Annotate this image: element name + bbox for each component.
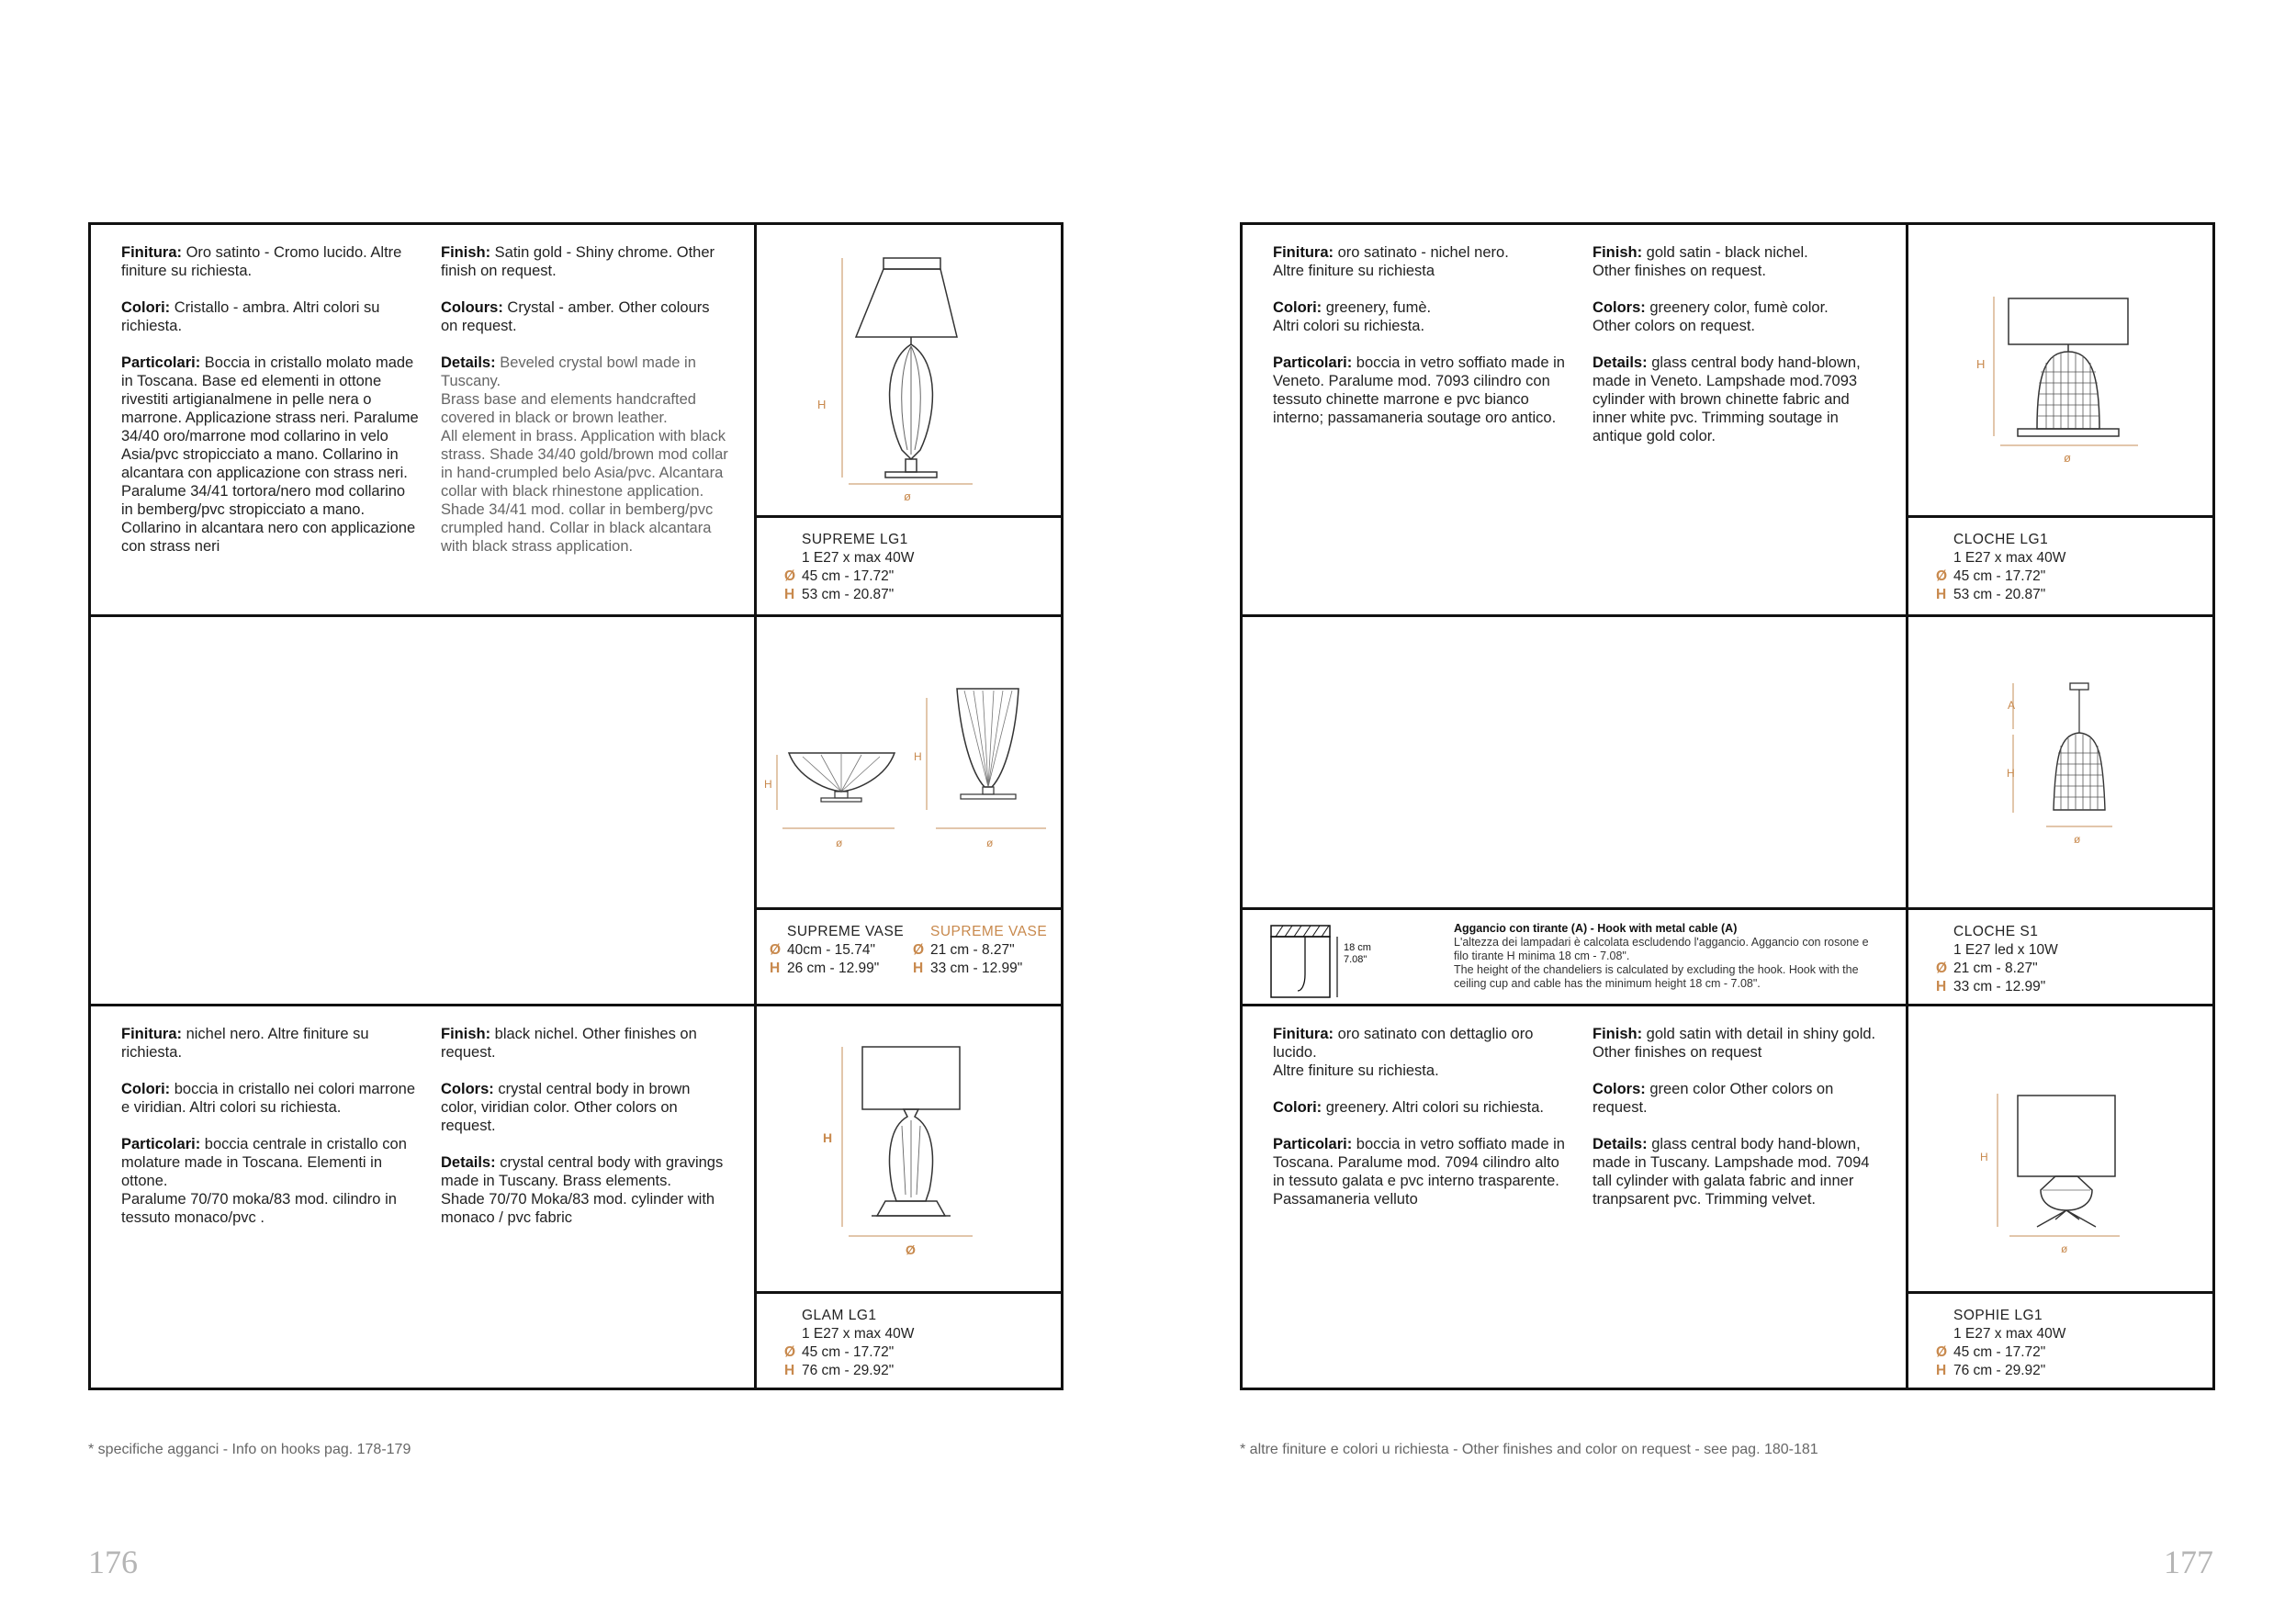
finish-text: Satin gold - Shiny chrome. Other finish on request. (441, 244, 715, 279)
product-name: CLOCHE S1 (1953, 924, 2039, 939)
finitura-label: Finitura: (121, 1026, 182, 1042)
colours-label: Colours: (441, 299, 503, 316)
height-label: H (913, 961, 924, 976)
supreme-vase-spec (757, 910, 1061, 1006)
cloche-lamp-icon (1908, 225, 2212, 515)
italian-description (1273, 243, 1571, 445)
page-number-left: 176 (88, 1544, 138, 1580)
finitura-text: oro satinato con dettaglio oro lucido. Altre finiture su richiesta. (1273, 1026, 1534, 1079)
english-description (441, 243, 730, 574)
cloche-s1-drawing (1908, 617, 2212, 910)
height-marker: H (1976, 357, 1986, 371)
height-marker: H (1980, 1151, 1988, 1163)
height-label: H (770, 961, 781, 976)
details-text: glass central body hand-blown, made in Veneto. Lampshade mod.7093 cylinder with brown chinette fabric and inner white pvc. Trimming soutage in antique gold color. (1593, 354, 1861, 444)
bulb-spec: 1 E27 x max 40W (802, 1326, 915, 1342)
height-marker: H (823, 1130, 833, 1145)
height-label: H (1936, 1363, 1947, 1378)
colori-text: Cristallo - ambra. Altri colori su richiesta. (121, 299, 380, 334)
diameter-label: Ø (1936, 568, 1948, 584)
particolari-label: Particolari: (121, 354, 201, 371)
footnote-right: * altre finiture e colori u richiesta - Other finishes and color on request - see pag. 180-181 (1240, 1442, 1818, 1457)
colours-label: Colors: (1593, 1081, 1646, 1097)
diameter-value: 45 cm - 17.72" (1953, 1344, 2046, 1360)
details-label: Details: (1593, 1136, 1648, 1152)
colori-label: Colori: (1273, 299, 1322, 316)
cloche-lg1-spec (1908, 518, 2212, 614)
hook-title: Aggancio con tirante (A) - Hook with metal cable (A) (1454, 922, 1738, 935)
english-description (441, 1025, 730, 1245)
finish-text: gold satin with detail in shiny gold. Other finishes on request (1593, 1026, 1876, 1061)
glam-lg1-spec (757, 1294, 1061, 1390)
colours-text: green color Other colors on request. (1593, 1081, 1834, 1116)
diameter-value: 45 cm - 17.72" (1953, 568, 2046, 584)
hook-text-italian: L'altezza dei lampadari è calcolata escludendo l'aggancio. Aggancio con rosone e filo tirante H minima 18 cm - 7.08". (1454, 936, 1869, 962)
product-row-sophie-lg1 (1243, 1004, 2212, 1390)
product-side-panel (1906, 617, 2212, 1006)
height-value: 53 cm - 20.87" (1953, 587, 2046, 602)
italian-description (121, 1025, 420, 1245)
right-page-table (1240, 222, 2215, 1390)
diameter-marker: Ø (906, 1242, 916, 1257)
colori-label: Colori: (1273, 1099, 1322, 1116)
finish-label: Finish: (1593, 1026, 1643, 1042)
bulb-spec: 1 E27 x max 40W (802, 550, 915, 566)
product-row-supreme-vase (91, 614, 1061, 1006)
diameter-value: 21 cm - 8.27" (1953, 961, 2038, 976)
finitura-label: Finitura: (1273, 244, 1334, 261)
product-side-panel (754, 1006, 1061, 1390)
colours-text: crystal central body in brown color, viridian color. Other colors on request. (441, 1081, 691, 1134)
diameter-marker: ø (2074, 833, 2081, 846)
glam-lg1-drawing (757, 1006, 1061, 1294)
finitura-text: Oro satinto - Cromo lucido. Altre finiture su richiesta. (121, 244, 402, 279)
colori-label: Colori: (121, 1081, 171, 1097)
product-side-panel (1906, 225, 2212, 614)
table-lamp-icon (1908, 1006, 2212, 1291)
finish-label: Finish: (441, 244, 491, 261)
hook-size: 18 cm (1344, 942, 1371, 953)
particolari-text: boccia centrale in cristallo con molature made in Toscana. Elementi in ottone. Paralume 70/70 moka/83 mod. cilindro in tessuto monaco/pvc . (121, 1136, 407, 1226)
particolari-text: boccia in vetro soffiato made in Toscana. Paralume mod. 7094 cilindro alto in tessuto galata e pvc interno trasparente. Passamaneria velluto (1273, 1136, 1565, 1208)
cloche-s1-spec (1908, 910, 2212, 1006)
italian-description (121, 243, 420, 574)
finitura-text: nichel nero. Altre finiture su richiesta. (121, 1026, 369, 1061)
colours-text: greenery color, fumè color. Other colors on request. (1593, 299, 1829, 334)
height-marker: H (764, 778, 772, 791)
height-label: H (1936, 587, 1947, 602)
colori-text: greenery. Altri colori su richiesta. (1322, 1099, 1544, 1116)
bulb-spec: 1 E27 x max 40W (1953, 550, 2066, 566)
diameter-marker: ø (904, 489, 911, 503)
diameter-marker: ø (836, 837, 843, 849)
diameter-label: Ø (913, 942, 925, 958)
finish-label: Finish: (441, 1026, 491, 1042)
product-side-panel (754, 225, 1061, 614)
height-value: 53 cm - 20.87" (802, 587, 895, 602)
product-side-panel (1906, 1006, 2212, 1390)
hook-marker: A (2008, 699, 2016, 712)
finish-label: Finish: (1593, 244, 1643, 261)
diameter-label: Ø (1936, 1344, 1948, 1360)
supreme-lg1-drawing (757, 225, 1061, 518)
diameter-marker: ø (986, 837, 994, 849)
sophie-lg1-spec (1908, 1294, 2212, 1390)
height-marker: H (914, 750, 922, 763)
hook-text-english: The height of the chandeliers is calculated by excluding the hook. Hook with the ceiling cup and cable has the minimum height 18 cm - 7.08". (1454, 963, 1859, 990)
particolari-label: Particolari: (1273, 1136, 1353, 1152)
diameter-label: Ø (784, 1344, 796, 1360)
height-value: 33 cm - 12.99" (1953, 979, 2046, 995)
colori-text: boccia in cristallo nei colori marrone e viridian. Altri colori su richiesta. (121, 1081, 416, 1116)
product-name: SOPHIE LG1 (1953, 1308, 2043, 1323)
finish-text: gold satin - black nichel. Other finishes on request. (1593, 244, 1808, 279)
particolari-label: Particolari: (121, 1136, 201, 1152)
hook-info-panel (1243, 907, 1908, 1006)
product-name: CLOCHE LG1 (1953, 532, 2049, 547)
supreme-lg1-spec (757, 518, 1061, 614)
product-name: SUPREME LG1 (802, 532, 908, 547)
page-number-right: 177 (2164, 1544, 2213, 1580)
finish-text: black nichel. Other finishes on request. (441, 1026, 697, 1061)
left-page-table (88, 222, 1064, 1390)
hook-diagram-icon (1268, 919, 1452, 1011)
details-text: crystal central body with gravings made in Tuscany. Brass elements. Shade 70/70 Moka/83 mod. cylinder with monaco / pvc fabric (441, 1154, 724, 1226)
details-label: Details: (1593, 354, 1648, 371)
diameter-value: 45 cm - 17.72" (802, 568, 895, 584)
bulb-spec: 1 E27 led x 10W (1953, 942, 2058, 958)
product-row-glam-lg1 (91, 1004, 1061, 1390)
height-label: H (784, 1363, 795, 1378)
details-label: Details: (441, 1154, 496, 1171)
particolari-text: boccia in vetro soffiato made in Veneto. Paralume mod. 7093 cilindro con tessuto chinette marrone e pvc bianco interno; passamaneria soutage oro antico. (1273, 354, 1565, 426)
height-label: H (1936, 979, 1947, 995)
particolari-label: Particolari: (1273, 354, 1353, 371)
diameter-label: Ø (784, 568, 796, 584)
cloche-lg1-drawing (1908, 225, 2212, 518)
hook-size-inches: 7.08" (1344, 954, 1367, 965)
details-label: Details: (441, 354, 496, 371)
product-name: GLAM LG1 (802, 1308, 877, 1323)
height-value: 33 cm - 12.99" (930, 961, 1023, 976)
colours-text: Crystal - amber. Other colours on request. (441, 299, 710, 334)
product-row-cloche-s1 (1243, 614, 2212, 1006)
bulb-spec: 1 E27 x max 40W (1953, 1326, 2066, 1342)
finitura-text: oro satinato - nichel nero. Altre finiture su richiesta (1273, 244, 1509, 279)
table-lamp-icon (757, 225, 1061, 515)
height-value: 76 cm - 29.92" (802, 1363, 895, 1378)
footnote-left: * specifiche agganci - Info on hooks pag. 178-179 (88, 1442, 411, 1457)
sophie-lg1-drawing (1908, 1006, 2212, 1294)
table-lamp-icon (757, 1006, 1061, 1291)
diameter-marker: ø (2064, 451, 2071, 465)
colori-text: greenery, fumè. Altri colori su richiesta. (1273, 299, 1432, 334)
product-side-panel (754, 617, 1061, 1006)
product-name: SUPREME VASE (787, 924, 905, 939)
diameter-value: 21 cm - 8.27" (930, 942, 1015, 958)
diameter-label: Ø (770, 942, 782, 958)
height-label: H (784, 587, 795, 602)
vase-icon (757, 617, 1061, 907)
diameter-value: 45 cm - 17.72" (802, 1344, 895, 1360)
hook-description (1454, 922, 1885, 991)
height-marker: H (817, 398, 827, 411)
details-text: Beveled crystal bowl made in Tuscany. Brass base and elements handcrafted covered in black or brown leather. All element in brass. Application with black strass. Shade 34/40 gold/brown mod collar in hand-crumpled belo Asia/pvc. Alcantara collar with black rhinestone application. Shade 34/41 mod. collar in bemberg/pvc crumpled hand. Collar in black alcantara with black strass application. (441, 354, 728, 555)
details-text: glass central body hand-blown, made in Tuscany. Lampshade mod. 7094 tall cylinder with galata fabric and inner tranpsarent pvc. Trimming velvet. (1593, 1136, 1870, 1208)
particolari-text: Boccia in cristallo molato made in Toscana. Base ed elementi in ottone rivestiti artigianalmene in pelle nera o marrone. Applicazione strass neri. Paralume 34/40 oro/marrone mod collarino in velo Asia/pvc stropicciato a mano. Collarino in alcantara con applicazione con strass neri. Paralume 34/41 tortora/nero mod collarino in bemberg/pvc stropicciato a mano. Collarino in alcantara nero con applicazione con strass neri (121, 354, 419, 555)
product-row-supreme-lg1 (91, 225, 1061, 614)
height-value: 26 cm - 12.99" (787, 961, 880, 976)
product-name: SUPREME VASE (930, 924, 1048, 939)
diameter-marker: ø (2061, 1242, 2068, 1255)
italian-description (1273, 1025, 1571, 1227)
supreme-vase-drawing (757, 617, 1061, 910)
height-marker: H (2007, 767, 2015, 780)
height-value: 76 cm - 29.92" (1953, 1363, 2046, 1378)
english-description (1593, 1025, 1882, 1227)
finitura-label: Finitura: (121, 244, 182, 261)
finitura-label: Finitura: (1273, 1026, 1334, 1042)
colours-label: Colors: (1593, 299, 1646, 316)
diameter-value: 40cm - 15.74" (787, 942, 875, 958)
english-description (1593, 243, 1882, 464)
colori-label: Colori: (121, 299, 171, 316)
pendant-lamp-icon (1908, 617, 2212, 907)
colours-label: Colors: (441, 1081, 494, 1097)
product-row-cloche-lg1 (1243, 225, 2212, 614)
diameter-label: Ø (1936, 961, 1948, 976)
